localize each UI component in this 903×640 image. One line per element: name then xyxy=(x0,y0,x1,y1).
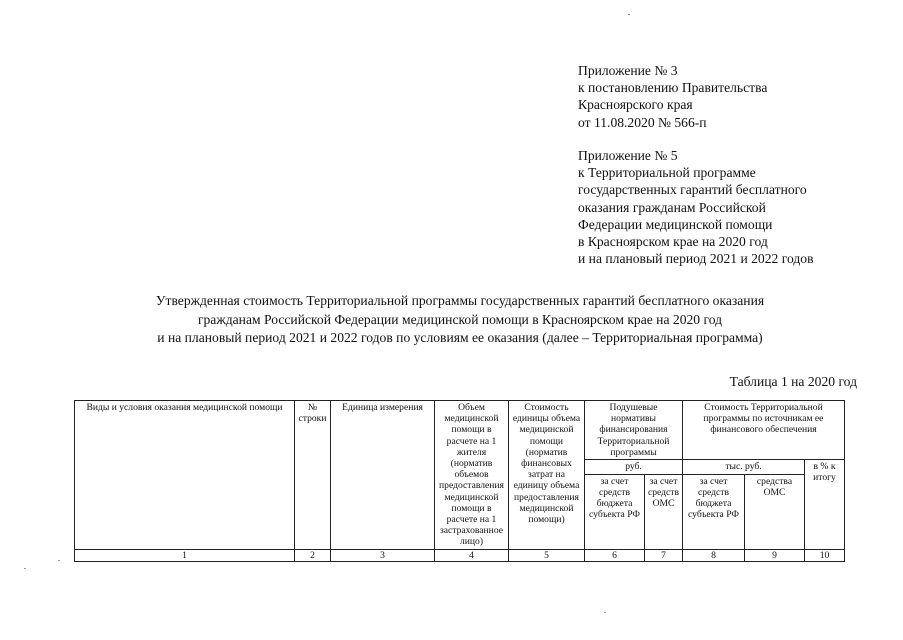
column-number: 9 xyxy=(745,549,805,561)
header-unit-thousand-rub: тыс. руб. xyxy=(683,460,805,475)
annex2-line: к Территориальной программе xyxy=(578,165,756,181)
annex-block-1 xyxy=(578,62,767,131)
column-number: 6 xyxy=(585,549,645,561)
annex1-line: Красноярского края xyxy=(578,97,693,113)
column-number: 10 xyxy=(805,549,845,561)
header-program-cost: Стоимость Территориальной программы по источникам ее финансового обеспечения xyxy=(683,401,845,460)
title-line: гражданам Российской Федерации медицинской помощи в Красноярском крае на 2020 год xyxy=(197,311,723,327)
column-number: 4 xyxy=(435,549,509,561)
column-number: 7 xyxy=(645,549,683,561)
column-number-row xyxy=(75,549,845,561)
annex2-line: Приложение № 5 xyxy=(578,148,678,163)
header-volume-per-capita: Объем медицинской помощи в расчете на 1 жителя (норматив объемов предоставления медицинской помощи в расчете на 1 застрахованное лицо) xyxy=(435,401,509,550)
annex2-line: и на плановый период 2021 и 2022 годов xyxy=(578,251,814,267)
column-number: 5 xyxy=(509,549,585,561)
title-line: Утвержденная стоимость Территориальной программы государственных гарантий бесплатного оказания xyxy=(155,293,765,308)
header-unit-rub: руб. xyxy=(585,460,683,475)
header-unit-cost: Стоимость единицы объема медицинской помощи (норматив финансовых затрат на единицу объема предоставления медицинской помощи) xyxy=(509,401,585,550)
header-unit: Единица измерения xyxy=(331,401,435,550)
column-number: 1 xyxy=(75,549,295,561)
header-per-capita-norms: Подушевые нормативы финансирования Территориальной программы xyxy=(585,401,683,460)
annex2-line: государственных гарантий бесплатного xyxy=(578,182,807,198)
table-caption: Таблица 1 на 2020 год xyxy=(729,374,857,389)
annex-block-2 xyxy=(578,147,814,267)
annex2-line: в Красноярском крае на 2020 год xyxy=(578,234,768,250)
scan-speck xyxy=(24,568,26,569)
header-percent-of-total: в % к итогу xyxy=(805,460,845,550)
header-oms-thousand: средства ОМС xyxy=(745,474,805,549)
annex2-line: оказания гражданам Российской xyxy=(578,199,766,215)
scan-speck xyxy=(628,14,630,15)
column-number: 3 xyxy=(331,549,435,561)
scan-speck xyxy=(58,560,60,561)
title-line: и на плановый период 2021 и 2022 годов по условиям ее оказания (далее – Территориальная программа) xyxy=(157,330,763,345)
annex2-line: Федерации медицинской помощи xyxy=(578,216,773,232)
column-number: 8 xyxy=(683,549,745,561)
header-care-type: Виды и условия оказания медицинской помощи xyxy=(75,401,295,550)
annex1-line: Приложение № 3 xyxy=(578,63,678,78)
annex1-line: от 11.08.2020 № 566-п xyxy=(578,114,707,130)
header-oms-rub: за счет средств ОМС xyxy=(645,474,683,549)
cost-table xyxy=(74,400,845,562)
annex1-line: к постановлению Правительства xyxy=(578,80,768,96)
column-number: 2 xyxy=(295,549,331,561)
header-row-number: № строки xyxy=(295,401,331,550)
scan-speck xyxy=(604,612,606,613)
header-budget-rub: за счет средств бюджета субъекта РФ xyxy=(585,474,645,549)
header-budget-thousand: за счет средств бюджета субъекта РФ xyxy=(683,474,745,549)
document-title xyxy=(60,292,860,348)
